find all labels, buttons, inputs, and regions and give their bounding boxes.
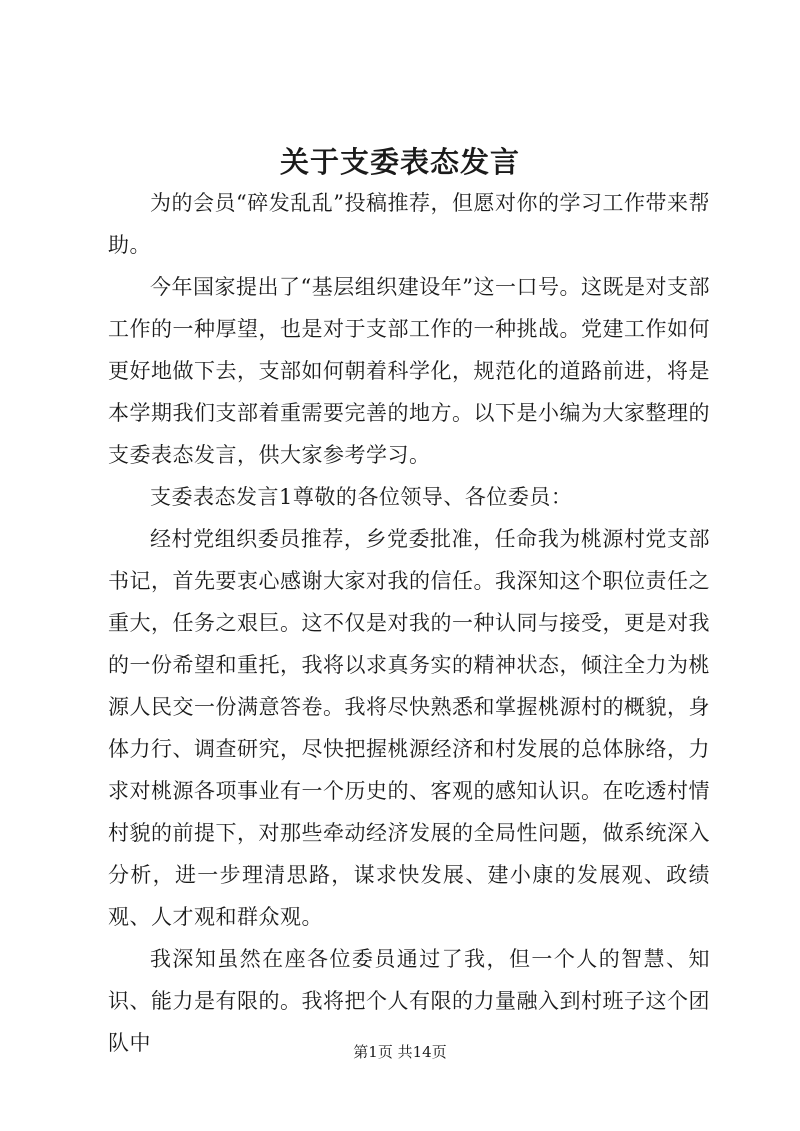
paragraph-background: 今年国家提出了“基层组织建设年”这一口号。这既是对支部工作的一种厚望，也是对于支部工作的一种挑战。党建工作如何更好地做下去，支部如何朝着科学化，规范化的道路前进，将是本学期我们支部着重需要完善的地方。以下是小编为大家整理的支委表态发言，供大家参考学习。 bbox=[108, 275, 710, 467]
document-body bbox=[108, 182, 710, 1064]
page-number-footer: 第1页 共14页 bbox=[353, 1043, 447, 1061]
document-title: 关于支委表态发言 bbox=[279, 145, 520, 179]
paragraph-intro: 为的会员“碎发乱乱”投稿推荐，但愿对你的学习工作带来帮助。 bbox=[108, 191, 710, 257]
paragraph-speech-body: 经村党组织委员推荐，乡党委批准，任命我为桃源村党支部书记，首先要衷心感谢大家对我的信任。我深知这个职位责任之重大，任务之艰巨。这不仅是对我的一种认同与接受，更是对我的一份希望和重托，我将以求真务实的精神状态，倾注全力为桃源人民交一份满意答卷。我将尽快熟悉和掌握桃源村的概貌，身体力行、调查研究，尽快把握桃源经济和村发展的总体脉络，力求对桃源各项事业有一个历史的、客观的感知认识。在吃透村情村貌的前提下，对那些牵动经济发展的全局性问题，做系统深入分析，进一步理清思路，谋求快发展、建小康的发展观、政绩观、人才观和群众观。 bbox=[108, 527, 710, 929]
paragraph-speech-heading: 支委表态发言1尊敬的各位领导、各位委员： bbox=[150, 485, 573, 509]
paragraph-speech-continued: 我深知虽然在座各位委员通过了我，但一个人的智慧、知识、能力是有限的。我将把个人有限的力量融入到村班子这个团队中 bbox=[108, 947, 710, 1055]
